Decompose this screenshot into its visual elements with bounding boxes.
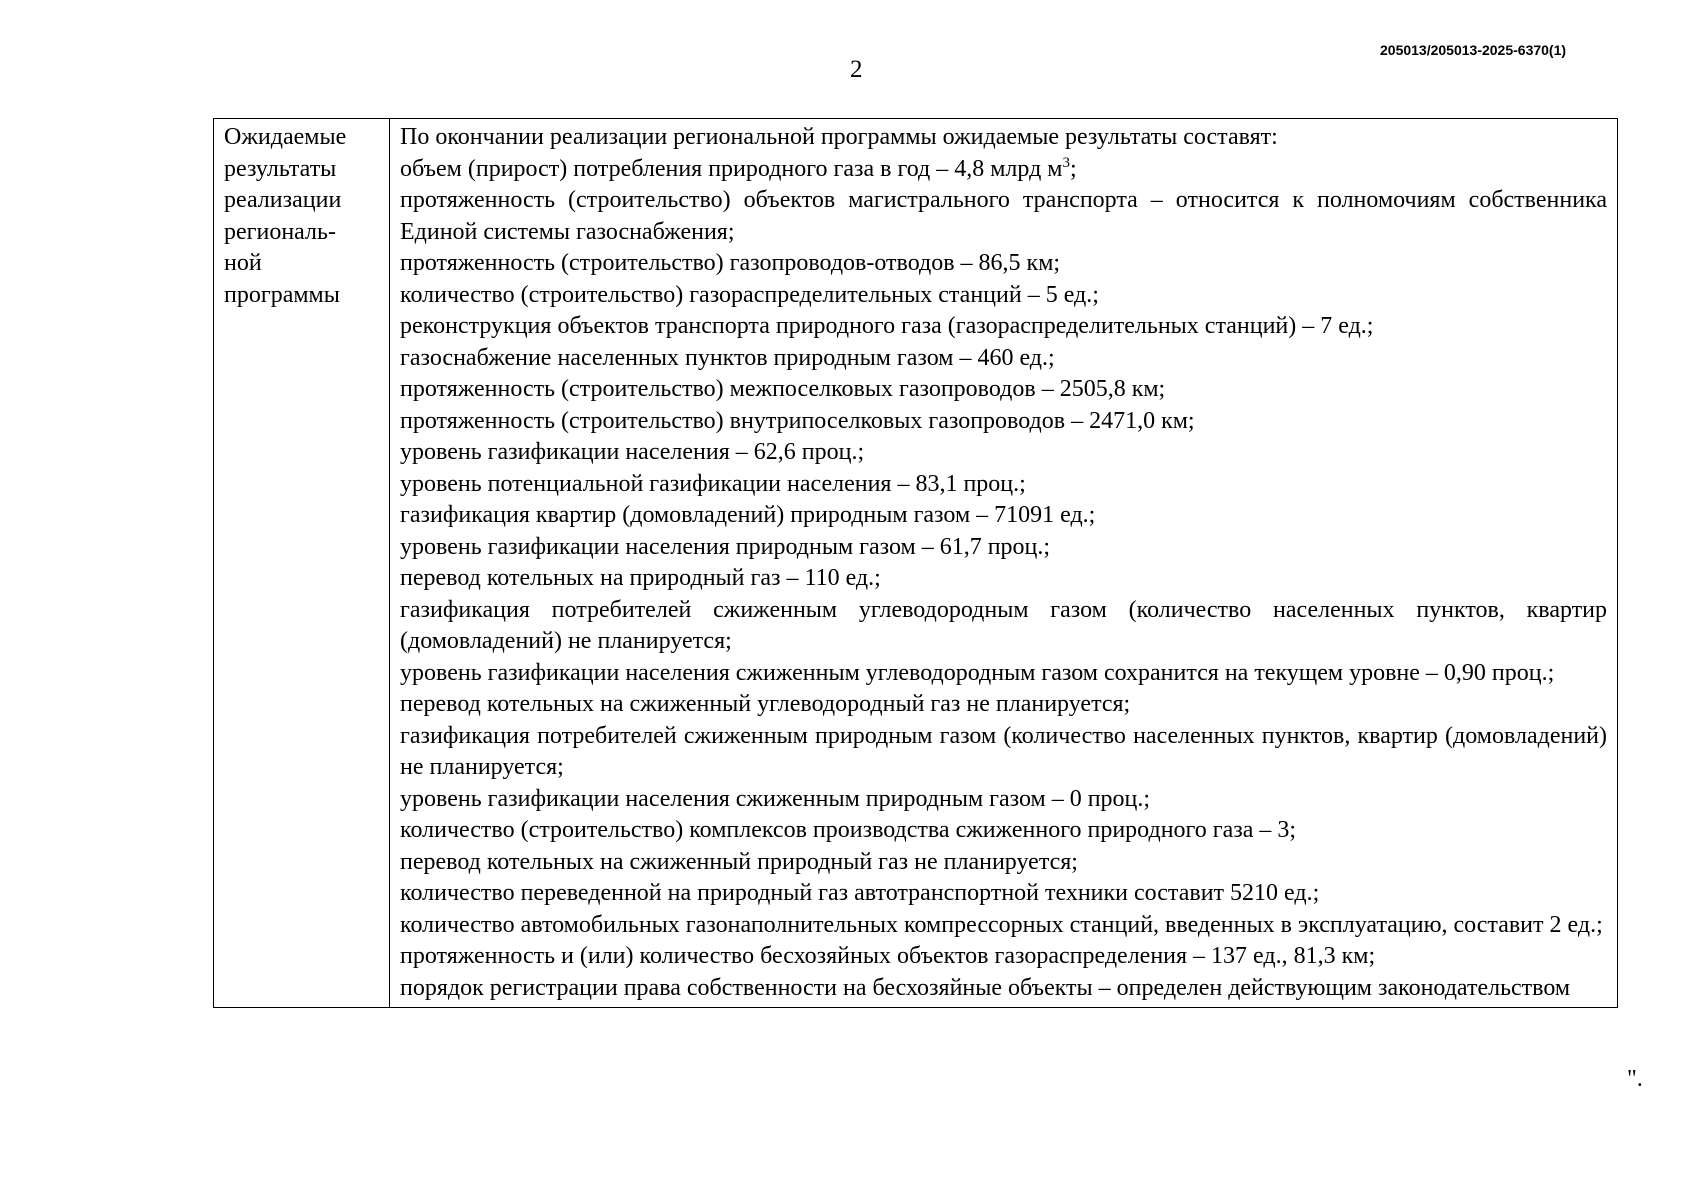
result-item: протяженность (строительство) газопроводов-отводов – 86,5 км; xyxy=(400,250,1061,276)
document-code: 205013/205013-2025-6370(1) xyxy=(1380,42,1567,58)
result-item: уровень газификации населения – 62,6 проц.; xyxy=(400,439,865,465)
result-item: количество автомобильных газонаполнительных компрессорных станций, введенных в эксплуатацию, составит 2 ед.; xyxy=(400,911,1603,938)
result-item: газификация потребителей сжиженным углеводородным газом (количество населенных пунктов, квартир (домовладений) не планируется; xyxy=(400,596,1607,654)
results-content-cell xyxy=(390,119,1618,1008)
result-item: протяженность и (или) количество бесхозяйных объектов газораспределения – 137 ед., 81,3 км; xyxy=(400,943,1376,969)
row-label-line: Ожидаемые xyxy=(224,124,347,150)
result-item: протяженность (строительство) внутрипоселковых газопроводов – 2471,0 км; xyxy=(400,407,1195,434)
result-item: протяженность (строительство) объектов магистрального транспорта – относится к полномочиям собственника Единой системы газоснабжения; xyxy=(400,187,1607,245)
result-item-suffix: ; xyxy=(1069,155,1077,182)
result-item: протяженность (строительство) межпоселковых газопроводов – 2505,8 км; xyxy=(400,376,1166,402)
result-item: газификация квартир (домовладений) природным газом – 71091 ед.; xyxy=(400,502,1096,528)
result-item: уровень потенциальной газификации населения – 83,1 проц.; xyxy=(400,470,1026,497)
result-item: газификация потребителей сжиженным природным газом (количество населенных пунктов, квартир (домовладений) не планируется; xyxy=(400,722,1607,780)
row-label-cell xyxy=(214,119,390,1008)
row-label-line: результаты xyxy=(224,155,337,182)
result-item: По окончании реализации региональной программы ожидаемые результаты составят: xyxy=(400,124,1278,150)
result-item: порядок регистрации права собственности на бесхозяйные объекты – определен действующим законодательством xyxy=(400,974,1571,1001)
result-item: уровень газификации населения сжиженным природным газом – 0 проц.; xyxy=(400,785,1151,812)
page-number: 2 xyxy=(850,56,863,83)
result-item: перевод котельных на сжиженный природный газ не планируется; xyxy=(400,848,1078,875)
result-item-text: объем (прирост) потребления природного газа в год – 4,8 млрд м xyxy=(400,155,1063,182)
result-item: уровень газификации населения сжиженным углеводородным газом сохранится на текущем уровне – 0,90 проц.; xyxy=(400,659,1555,686)
result-item: количество (строительство) комплексов производства сжиженного природного газа – 3; xyxy=(400,817,1297,843)
row-label-line: ной xyxy=(224,250,262,276)
result-item: газоснабжение населенных пунктов природным газом – 460 ед.; xyxy=(400,344,1055,371)
superscript: 3 xyxy=(1062,154,1070,171)
table-row xyxy=(214,119,1618,1008)
row-label-line: реализации xyxy=(224,187,342,213)
row-label-line: программы xyxy=(224,281,340,308)
row-label-line: региональ- xyxy=(224,218,336,245)
result-item: уровень газификации населения природным газом – 61,7 проц.; xyxy=(400,533,1051,560)
result-item xyxy=(400,154,1607,186)
result-item: перевод котельных на природный газ – 110 ед.; xyxy=(400,565,881,591)
closing-quote: ". xyxy=(1627,1066,1643,1092)
result-item: количество переведенной на природный газ автотранспортной техники составит 5210 ед.; xyxy=(400,880,1320,906)
result-item: реконструкция объектов транспорта природного газа (газораспределительных станций) – 7 ед.; xyxy=(400,313,1374,339)
result-item: перевод котельных на сжиженный углеводородный газ не планируется; xyxy=(400,691,1131,717)
expected-results-table xyxy=(213,118,1618,1008)
result-item: количество (строительство) газораспределительных станций – 5 ед.; xyxy=(400,281,1099,308)
